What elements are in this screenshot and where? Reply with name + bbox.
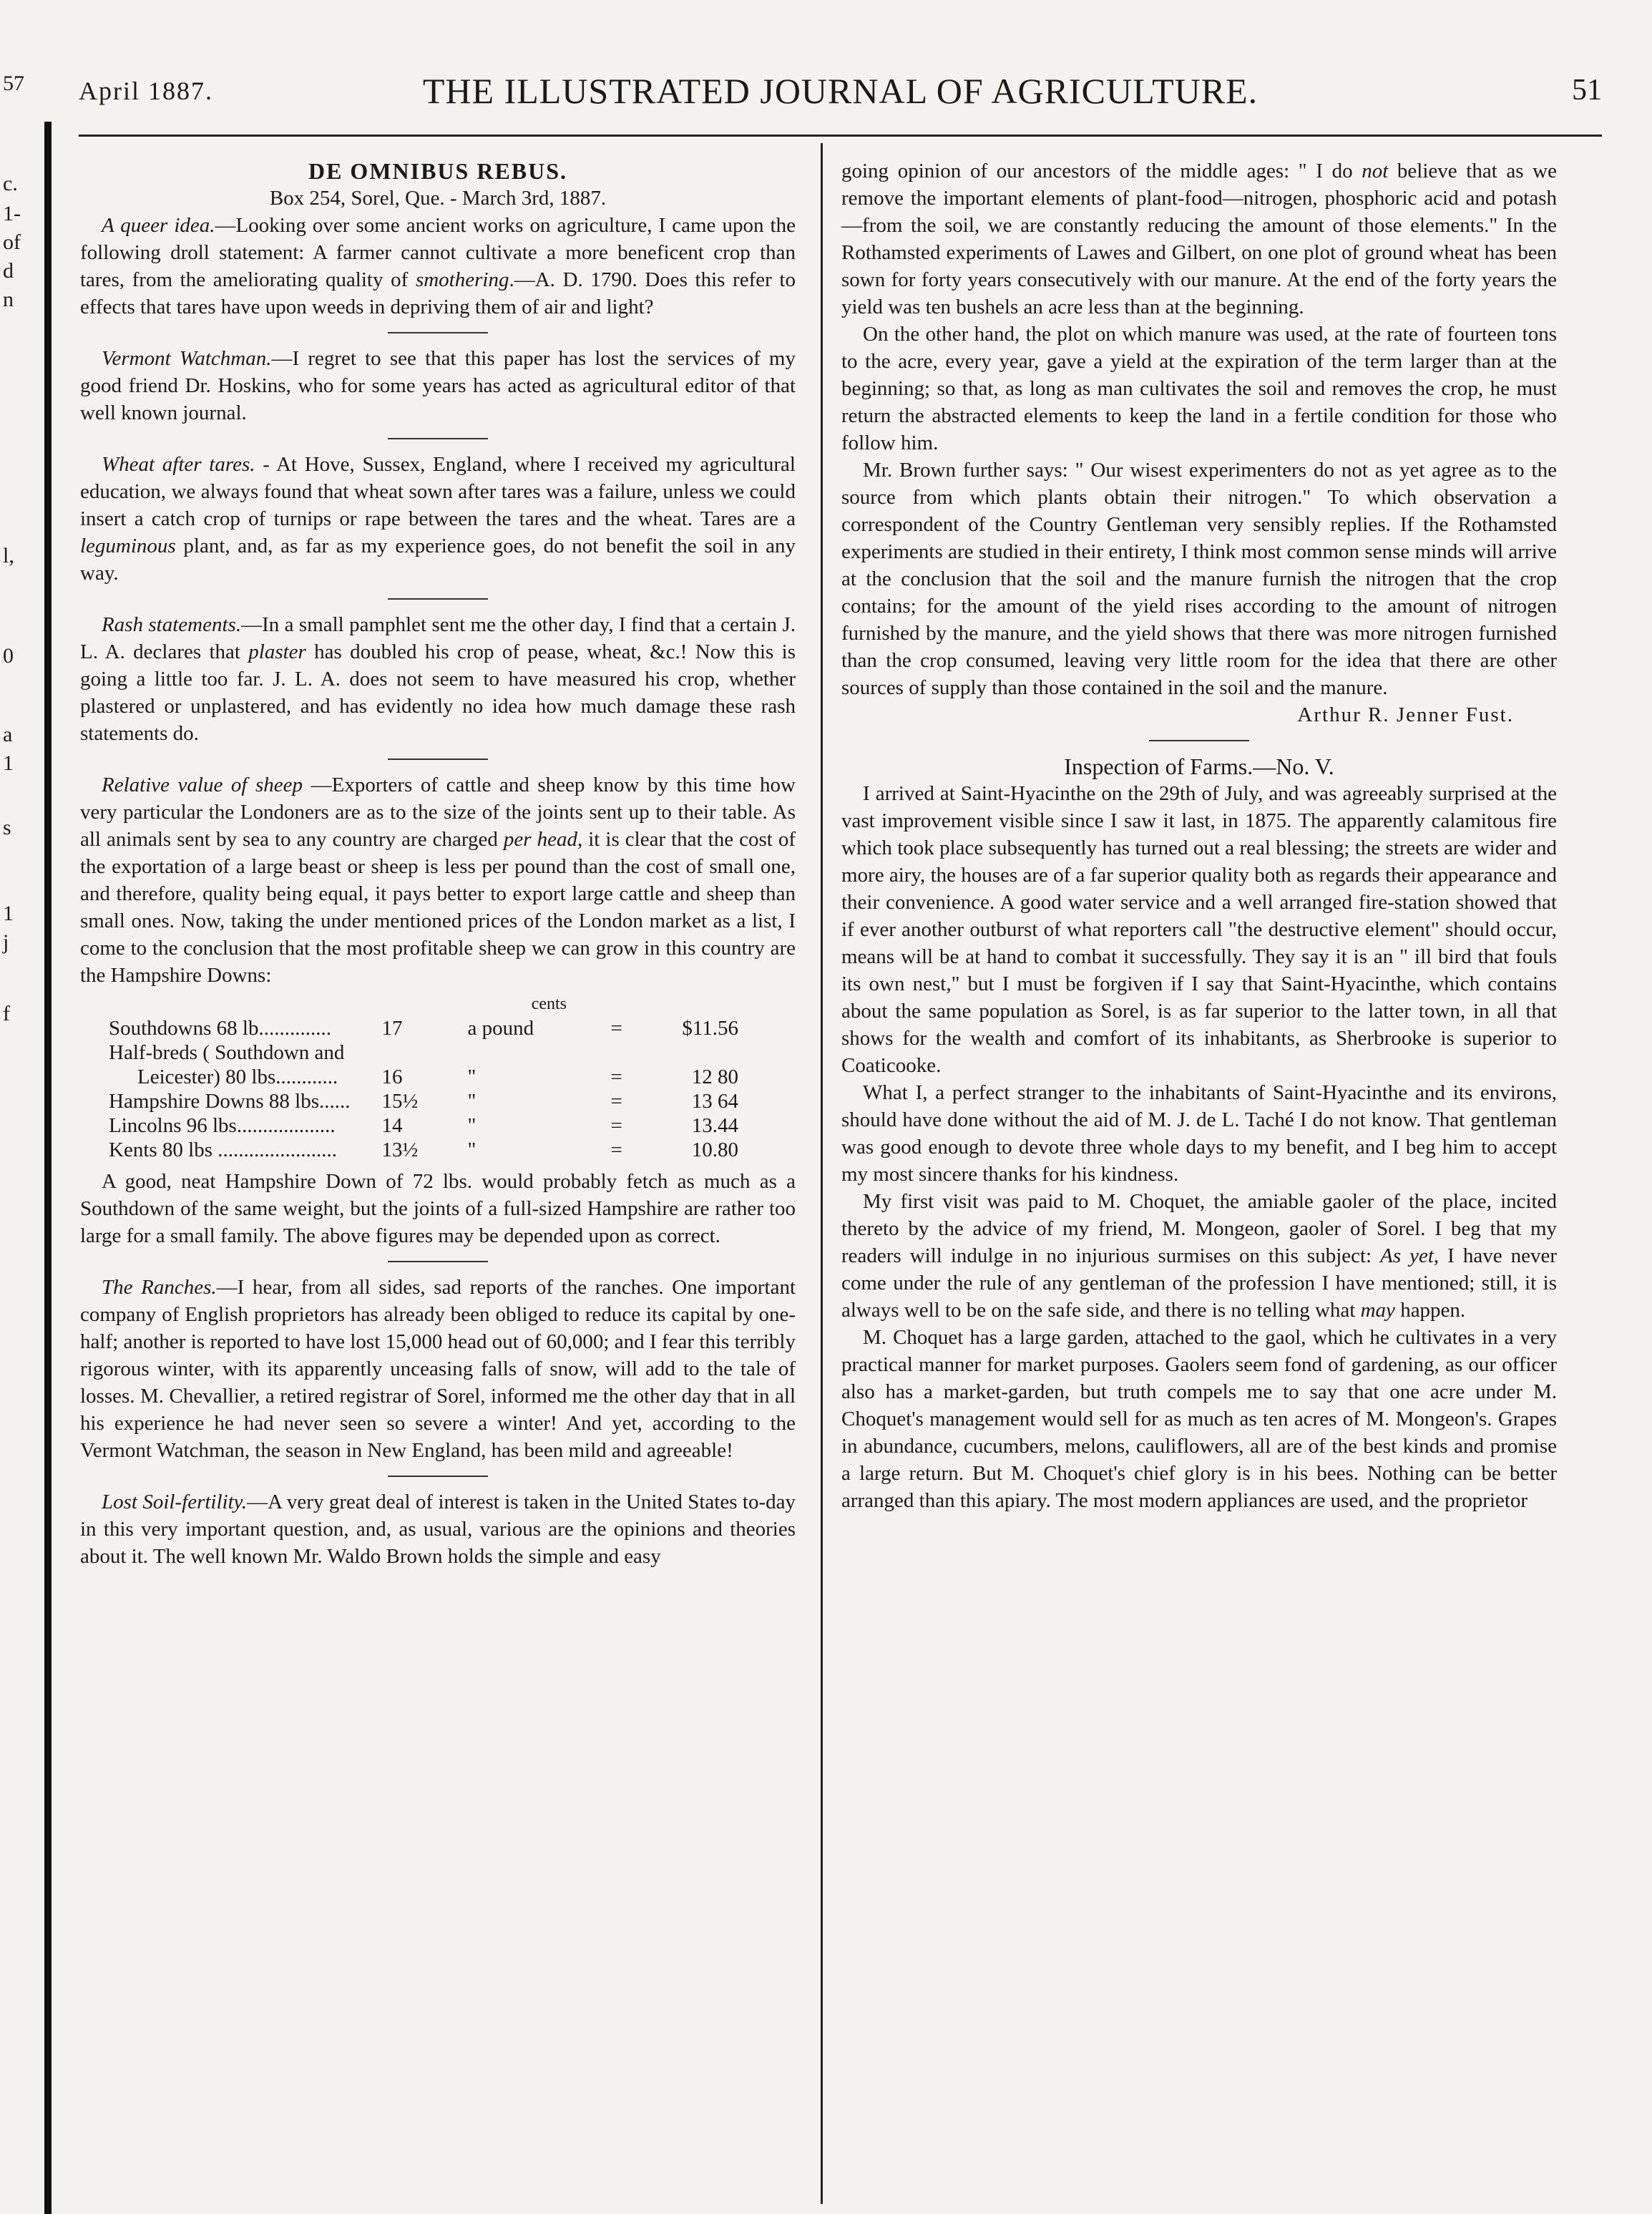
table-row: Half-breds ( Southdown and bbox=[109, 1041, 345, 1064]
article-title: Wheat after tares. bbox=[102, 453, 255, 476]
separator-rule bbox=[388, 332, 488, 333]
gutter-fragment: n bbox=[3, 288, 14, 311]
page-header bbox=[79, 70, 1602, 113]
journal-title: THE ILLUSTRATED JOURNAL OF AGRICULTURE. bbox=[422, 71, 1258, 111]
gutter-fragment: l, bbox=[3, 544, 14, 567]
page-number: 51 bbox=[1572, 74, 1602, 107]
right-column bbox=[841, 157, 1557, 1514]
separator-rule bbox=[388, 598, 488, 600]
article-ranches: The Ranches.—I hear, from all sides, sad reports of the ranches. One important company of English proprietors has already been obliged to reduce its capital by one-half; another is reported to have lost 15,000 head out of 60,000; and I fear this terribly rigorous winter, with its apparently unceasing falls of snow, will add to the tale of losses. M. Chevallier, a retired registrar of Sorel, informed me the other day that in all his experience he had never seen so severe a winter! And yet, according to the Vermont Watchman, the season in New England, has been mild and agreeable! bbox=[80, 1276, 796, 1462]
gutter-fragment: 57 bbox=[3, 72, 24, 95]
article-sheep-conclusion: A good, neat Hampshire Down of 72 lbs. would probably fetch as much as a Southdown of the same weight, but the joints of a full-sized Hampshire are rather too large for a small family. The above figures may be depended upon as correct. bbox=[80, 1170, 796, 1247]
gutter-fragment: 1 bbox=[3, 751, 14, 775]
left-column bbox=[80, 157, 796, 1570]
separator-rule bbox=[388, 759, 488, 760]
article-lost-soil-fertility: Lost Soil-fertility.—A very great deal of interest is taken in the United States to-day in this very important question, and, as usual, various are the opinions and theories about it. The well known Mr. Waldo Brown holds the simple and easy bbox=[80, 1491, 796, 1568]
gutter-fragment: 1- bbox=[3, 202, 21, 225]
table-row: Kents 80 lbs ....................... 13½ " = 10.80 bbox=[109, 1138, 738, 1161]
article-queer-idea: A queer idea.—Looking over some ancient works on agriculture, I came upon the following droll statement: A farmer cannot cultivate a more beneficent crop than tares, from the ameliorating quality of smothering.—A. D. 1790. Does this refer to effects that tares have upon weeds in depriving them of air and light? bbox=[80, 214, 796, 318]
sheep-price-table bbox=[109, 992, 738, 1162]
article-title: Lost Soil-fertility. bbox=[102, 1491, 248, 1513]
table-row: Lincolns 96 lbs................... 14 " = 13.44 bbox=[109, 1114, 738, 1137]
article-rash-statements: Rash statements.—In a small pamphlet sent me the other day, I find that a certain J. L. A. declares that plaster has doubled his crop of pease, wheat, &c.! Now this is going a little too far. J. L. A. does not seem to have measured his crop, whether plastered or unplastered, and has evidently no idea how much damage these rash statements do. bbox=[80, 613, 796, 745]
paragraph: My first visit was paid to M. Choquet, the amiable gaoler of the place, incited thereto by the advice of my friend, M. Mongeon, gaoler of Sorel. I beg that my readers will indulge in no injurious surmises on this subject: As yet, I have never come under the rule of any gentleman of the profession I have mentioned; still, it is always well to be on the safe side, and there is no telling what may happen. bbox=[841, 1190, 1557, 1322]
article-value-of-sheep: Relative value of sheep —Exporters of cattle and sheep know by this time how very particular the Londoners are as to the size of the joints sent up to their table. As all animals sent by sea to any country are charged per head, it is clear that the cost of the exportation of a large beast or sheep is less per pound than the cost of small one, and therefore, quality being equal, it pays better to export large cattle and sheep than small ones. Now, taking the under mentioned prices of the London market as a list, I come to the conclusion that the most profitable sheep we can grow in this country are the Hampshire Downs: bbox=[80, 774, 796, 987]
separator-rule bbox=[1149, 740, 1249, 741]
paragraph: Mr. Brown further says: " Our wisest experimenters do not as yet agree as to the source from which plants obtain their nitrogen." To which observation a correspondent of the Country Gentleman very sensibly replies. If the Rothamsted experiments are studied in their entirety, I think most common sense minds will arrive at the conclusion that the soil and the manure furnish the nitrogen that the crop contains; for the amount of the yield rises according to the amount of nitrogen furnished by the manure, and the yield shows that there was more nitrogen furnished than the crop consumed, leaving very little room for the idea that there are other sources of supply than those contained in the soil and the manure. bbox=[841, 459, 1557, 699]
gutter-fragment: a bbox=[3, 723, 13, 746]
article-title: A queer idea. bbox=[102, 214, 215, 237]
article-title: The Ranches. bbox=[102, 1276, 217, 1299]
paragraph: What I, a perfect stranger to the inhabitants of Saint-Hyacinthe and its environs, should have done without the aid of M. J. de L. Taché I do not know. That gentleman was good enough to devote three whole days to my benefit, and I beg him to accept my most sincere thanks for his kindness. bbox=[841, 1081, 1557, 1186]
column-divider bbox=[821, 143, 823, 2204]
paragraph: going opinion of our ancestors of the middle ages: " I do not believe that as we remove the important elements of plant-food—nitrogen, phosphoric acid and potash—from the soil, we are constantly reducing the amount of those elements." In the Rothamsted experiments of Lawes and Gilbert, on one plot of ground wheat has been sown for forty years consecutively with our manure. At the end of the forty years the yield was ten bushels an acre less than at the beginning. bbox=[841, 160, 1557, 318]
section-heading: DE OMNIBUS REBUS. bbox=[308, 158, 568, 184]
binding-shadow bbox=[44, 122, 52, 2214]
gutter-fragment: of bbox=[3, 230, 21, 254]
header-rule bbox=[79, 135, 1602, 137]
paragraph: M. Choquet has a large garden, attached to the gaol, which he cultivates in a very practical manner for market purposes. Gaolers seem fond of gardening, as our officer also has a market-garden, but truth compels me to say that one acre under M. Choquet's management would sell for as much as ten acres of M. Mongeon's. Grapes in abundance, cucumbers, melons, cauliflowers, all are of the best kinds and promise a large return. But M. Choquet's chief glory is in his bees. Nothing can be better arranged than this apiary. The most modern appliances are used, and the proprietor bbox=[841, 1326, 1557, 1512]
separator-rule bbox=[388, 438, 488, 439]
gutter-fragment: 0 bbox=[3, 644, 14, 668]
article-vermont-watchman: Vermont Watchman.—I regret to see that this paper has lost the services of my good friend Dr. Hoskins, who for some years has acted as agricultural editor of that well known journal. bbox=[80, 347, 796, 424]
left-gutter bbox=[0, 0, 44, 2214]
section-heading: Inspection of Farms.—No. V. bbox=[1064, 754, 1334, 779]
gutter-fragment: 1 bbox=[3, 902, 14, 925]
gutter-fragment: j bbox=[3, 930, 9, 954]
article-wheat-after-tares: Wheat after tares. - At Hove, Sussex, England, where I received my agricultural education, we always found that wheat sown after tares was a failure, unless we could insert a catch crop of turnips or rape between the tares and the wheat. Tares are a leguminous plant, and, as far as my experience goes, do not benefit the soil in any way. bbox=[80, 453, 796, 585]
table-row: Leicester) 80 lbs............ 16 " = 12 80 bbox=[137, 1065, 738, 1088]
separator-rule bbox=[388, 1261, 488, 1262]
separator-rule bbox=[388, 1476, 488, 1477]
dateline: Box 254, Sorel, Que. - March 3rd, 1887. bbox=[269, 187, 607, 210]
gutter-fragment: d bbox=[3, 259, 14, 283]
table-row: Southdowns 68 lb.............. 17 a pound = $11.56 bbox=[109, 1017, 738, 1040]
gutter-fragment: s bbox=[3, 816, 11, 839]
article-title: Rash statements. bbox=[102, 613, 242, 636]
table-row: Hampshire Downs 88 lbs...... 15½ " = 13 64 bbox=[109, 1090, 738, 1113]
issue-date: April 1887. bbox=[79, 77, 213, 105]
table-caption: cents bbox=[531, 995, 567, 1013]
article-title: Vermont Watchman. bbox=[102, 347, 272, 370]
article-title: Relative value of sheep bbox=[102, 774, 303, 796]
gutter-fragment: f bbox=[3, 1002, 10, 1025]
gutter-fragment: c. bbox=[3, 172, 18, 195]
paragraph: I arrived at Saint-Hyacinthe on the 29th of July, and was agreeably surprised at the vast improvement visible since I saw it last, in 1875. The apparently calamitous fire which took place subsequently has turned out a real blessing; the streets are wider and more airy, the houses are of a far superior quality both as regards their appearance and their convenience. A good water service and a well arranged fire-station showed that if ever another outburst of what reporters call "the destructive element" should occur, means will be at hand to combat it successfully. They say it is an " ill bird that fouls its own nest," but I must be forgiven if I say that Saint-Hyacinthe, which contains about the same population as Sorel, is as far superior to the latter town, in all that shows for the wealth and comfort of its inhabitants, as Sherbrooke is superior to Coaticooke. bbox=[841, 782, 1557, 1077]
paragraph: On the other hand, the plot on which manure was used, at the rate of fourteen tons to the acre, every year, gave a yield at the expiration of the term larger than at the beginning; so that, as long as man cultivates the soil and removes the crop, he must return the abstracted elements to keep the land in a fertile condition for those who follow him. bbox=[841, 323, 1557, 454]
author-signature: Arthur R. Jenner Fust. bbox=[1297, 703, 1514, 726]
